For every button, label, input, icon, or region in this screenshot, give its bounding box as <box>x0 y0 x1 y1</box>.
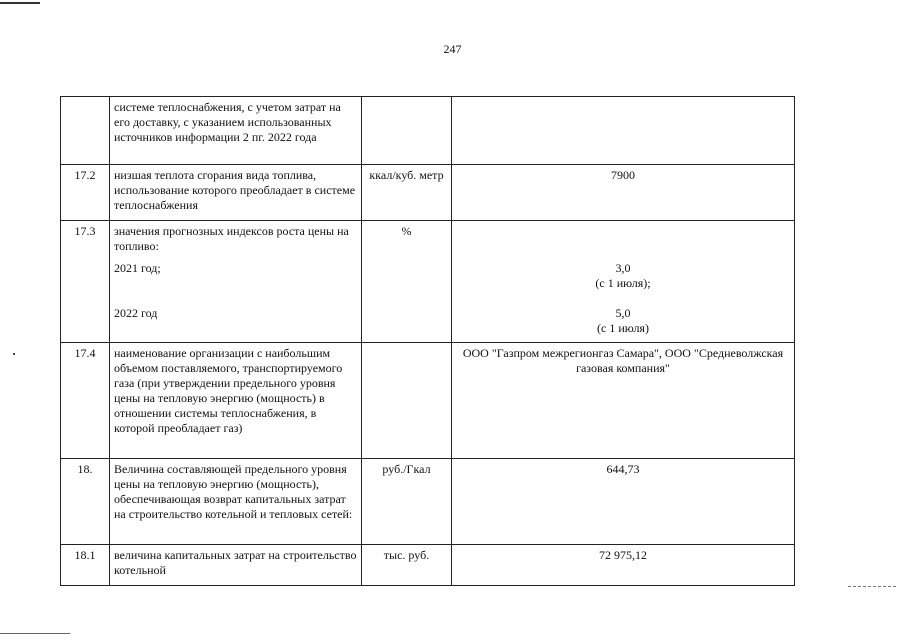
year-2021-note: (с 1 июля); <box>595 276 651 290</box>
row-number: 17.2 <box>61 165 110 221</box>
row-description: системе теплоснабжения, с учетом затрат на его доставку, с указанием использованных источников информации 2 пг. 2022 года <box>110 97 362 165</box>
year-2021-label: 2021 год; <box>114 261 161 275</box>
row-description: наименование организации с наибольшим объемом поставляемого, транспортируемого газа (при утверждении предельного уровня цены на тепловую энергию (мощность) в отношении системы теплоснабжения, в которой преобладает газ) <box>110 343 362 459</box>
row-number: 17.4 <box>61 343 110 459</box>
table-row <box>61 459 795 545</box>
row-unit <box>362 343 452 459</box>
row-number: 17.3 <box>61 221 110 343</box>
row-description: Величина составляющей предельного уровня цены на тепловую энергию (мощность), обеспечивающая возврат капитальных затрат на строительство котельной и тепловых сетей: <box>110 459 362 545</box>
scan-artifact-dashes <box>848 586 896 588</box>
row-unit: ккал/куб. метр <box>362 165 452 221</box>
year-2021-value: 3,0 <box>615 261 631 275</box>
row-unit: руб./Гкал <box>362 459 452 545</box>
table-row <box>61 97 795 165</box>
row-unit: тыс. руб. <box>362 545 452 586</box>
row-unit: % <box>362 221 452 343</box>
row-description-main: значения прогнозных индексов роста цены на топливо: <box>114 224 349 253</box>
tariff-table <box>60 96 795 586</box>
table-row <box>61 343 795 459</box>
row-value <box>452 97 795 165</box>
row-description: низшая теплота сгорания вида топлива, использование которого преобладает в системе теплоснабжения <box>110 165 362 221</box>
page-number: 247 <box>443 42 462 56</box>
year-2022-note: (с 1 июля) <box>597 321 649 335</box>
scan-artifact-dot <box>13 353 15 355</box>
row-description <box>110 221 362 343</box>
year-2022-value: 5,0 <box>615 306 631 320</box>
row-description: величина капитальных затрат на строительство котельной <box>110 545 362 586</box>
row-value: 72 975,12 <box>452 545 795 586</box>
year-2022-label: 2022 год <box>114 306 158 320</box>
row-number <box>61 97 110 165</box>
table-row <box>61 545 795 586</box>
table-row <box>61 221 795 343</box>
row-value <box>452 221 795 343</box>
row-number: 18. <box>61 459 110 545</box>
row-value: ООО "Газпром межрегионгаз Самара", ООО "Средневолжская газовая компания" <box>452 343 795 459</box>
row-unit <box>362 97 452 165</box>
scan-artifact-bottom-line <box>0 633 70 634</box>
scan-artifact-top-line <box>0 2 40 4</box>
table-row <box>61 165 795 221</box>
row-number: 18.1 <box>61 545 110 586</box>
row-value: 7900 <box>452 165 795 221</box>
row-value: 644,73 <box>452 459 795 545</box>
